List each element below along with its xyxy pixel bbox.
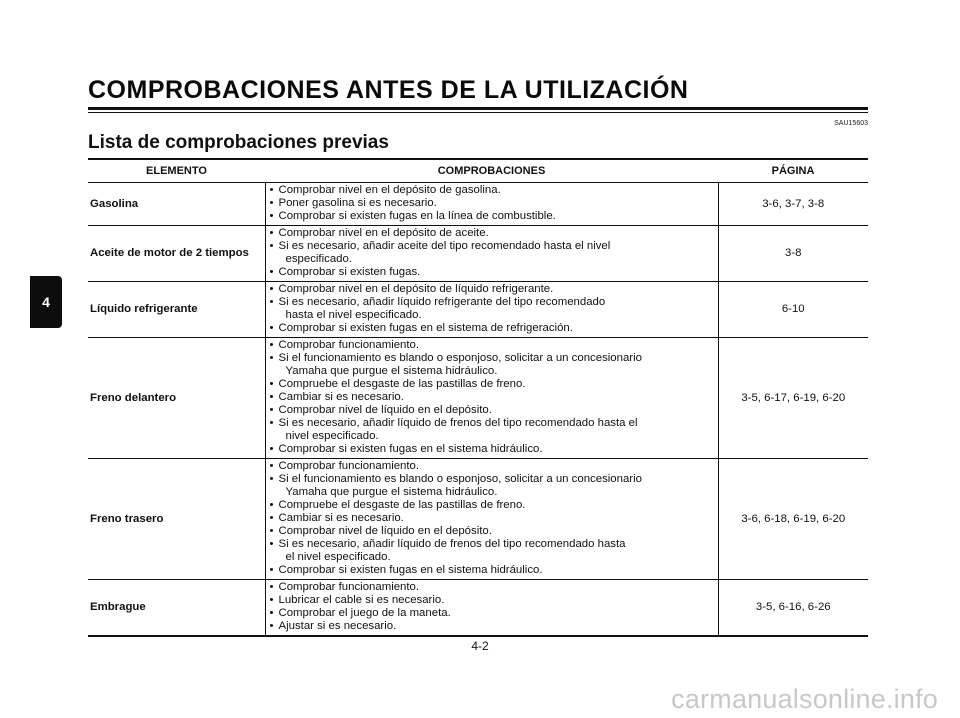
table-row	[88, 580, 868, 637]
check-list	[266, 183, 718, 225]
row-pages: 3-5, 6-16, 6-26	[718, 580, 868, 637]
check-item: • Comprobar el juego de la maneta.	[270, 607, 718, 620]
check-item: • Comprobar si existen fugas en la línea de combustible.	[270, 210, 718, 223]
check-item: • Comprobar funcionamiento.	[270, 339, 718, 352]
table-row	[88, 282, 868, 338]
check-item: • Ajustar si es necesario.	[270, 620, 718, 633]
page-number: 4-2	[471, 639, 489, 653]
row-item: Líquido refrigerante	[88, 282, 265, 338]
check-item: • Comprobar nivel en el depósito de gasolina.	[270, 184, 718, 197]
table-row	[88, 338, 868, 459]
check-list	[266, 580, 718, 635]
check-item: • Compruebe el desgaste de las pastillas de freno.	[270, 499, 718, 512]
reference-code: SAU15603	[834, 120, 868, 127]
header-element: ELEMENTO	[88, 159, 265, 183]
row-pages: 3-5, 6-17, 6-19, 6-20	[718, 338, 868, 459]
row-item: Aceite de motor de 2 tiempos	[88, 226, 265, 282]
watermark: carmanualsonline.info	[671, 684, 938, 714]
chapter-title: COMPROBACIONES ANTES DE LA UTILIZACIÓN	[88, 76, 689, 104]
table-body	[88, 183, 868, 637]
chapter-tab-marker: 4	[30, 276, 62, 328]
check-item: • Si es necesario, añadir aceite del tipo recomendado hasta el nivel especificado.	[270, 240, 718, 266]
check-list	[266, 282, 718, 337]
row-checks	[265, 282, 718, 338]
row-pages: 6-10	[718, 282, 868, 338]
table-header-row	[88, 159, 868, 183]
check-item: • Comprobar funcionamiento.	[270, 460, 718, 473]
check-item: • Si es necesario, añadir líquido de frenos del tipo recomendado hasta el nivel especificado.	[270, 538, 718, 564]
check-item: • Si el funcionamiento es blando o esponjoso, solicitar a un concesionario Yamaha que purgue el sistema hidráulico.	[270, 352, 718, 378]
check-item: • Comprobar si existen fugas en el sistema de refrigeración.	[270, 322, 718, 335]
row-pages: 3-8	[718, 226, 868, 282]
check-item: • Compruebe el desgaste de las pastillas de freno.	[270, 378, 718, 391]
row-checks	[265, 338, 718, 459]
row-checks	[265, 226, 718, 282]
row-item: Freno trasero	[88, 459, 265, 580]
check-item: • Cambiar si es necesario.	[270, 391, 718, 404]
check-item: • Comprobar nivel de líquido en el depósito.	[270, 525, 718, 538]
check-item: • Poner gasolina si es necesario.	[270, 197, 718, 210]
check-item: • Comprobar si existen fugas.	[270, 266, 718, 279]
table-row	[88, 459, 868, 580]
row-item: Embrague	[88, 580, 265, 637]
header-page: PÁGINA	[718, 159, 868, 183]
row-pages: 3-6, 3-7, 3-8	[718, 183, 868, 226]
check-item: • Si es necesario, añadir líquido de frenos del tipo recomendado hasta el nivel especificado.	[270, 417, 718, 443]
table-row	[88, 183, 868, 226]
row-pages: 3-6, 6-18, 6-19, 6-20	[718, 459, 868, 580]
check-list	[266, 226, 718, 281]
section-title: Lista de comprobaciones previas	[88, 132, 389, 153]
check-item: • Si el funcionamiento es blando o esponjoso, solicitar a un concesionario Yamaha que purgue el sistema hidráulico.	[270, 473, 718, 499]
precheck-table	[88, 158, 868, 637]
check-list	[266, 459, 718, 579]
row-checks	[265, 580, 718, 637]
check-item: • Comprobar nivel en el depósito de líquido refrigerante.	[270, 283, 718, 296]
row-item: Gasolina	[88, 183, 265, 226]
title-rule	[88, 107, 868, 113]
check-item: • Comprobar si existen fugas en el sistema hidráulico.	[270, 564, 718, 577]
header-checks: COMPROBACIONES	[265, 159, 718, 183]
check-item: • Comprobar si existen fugas en el sistema hidráulico.	[270, 443, 718, 456]
check-item: • Lubricar el cable si es necesario.	[270, 594, 718, 607]
row-checks	[265, 459, 718, 580]
check-item: • Comprobar nivel en el depósito de aceite.	[270, 227, 718, 240]
check-item: • Cambiar si es necesario.	[270, 512, 718, 525]
check-item: • Comprobar nivel de líquido en el depósito.	[270, 404, 718, 417]
check-item: • Si es necesario, añadir líquido refrigerante del tipo recomendado hasta el nivel especificado.	[270, 296, 718, 322]
row-checks	[265, 183, 718, 226]
row-item: Freno delantero	[88, 338, 265, 459]
table-row	[88, 226, 868, 282]
check-item: • Comprobar funcionamiento.	[270, 581, 718, 594]
check-list	[266, 338, 718, 458]
